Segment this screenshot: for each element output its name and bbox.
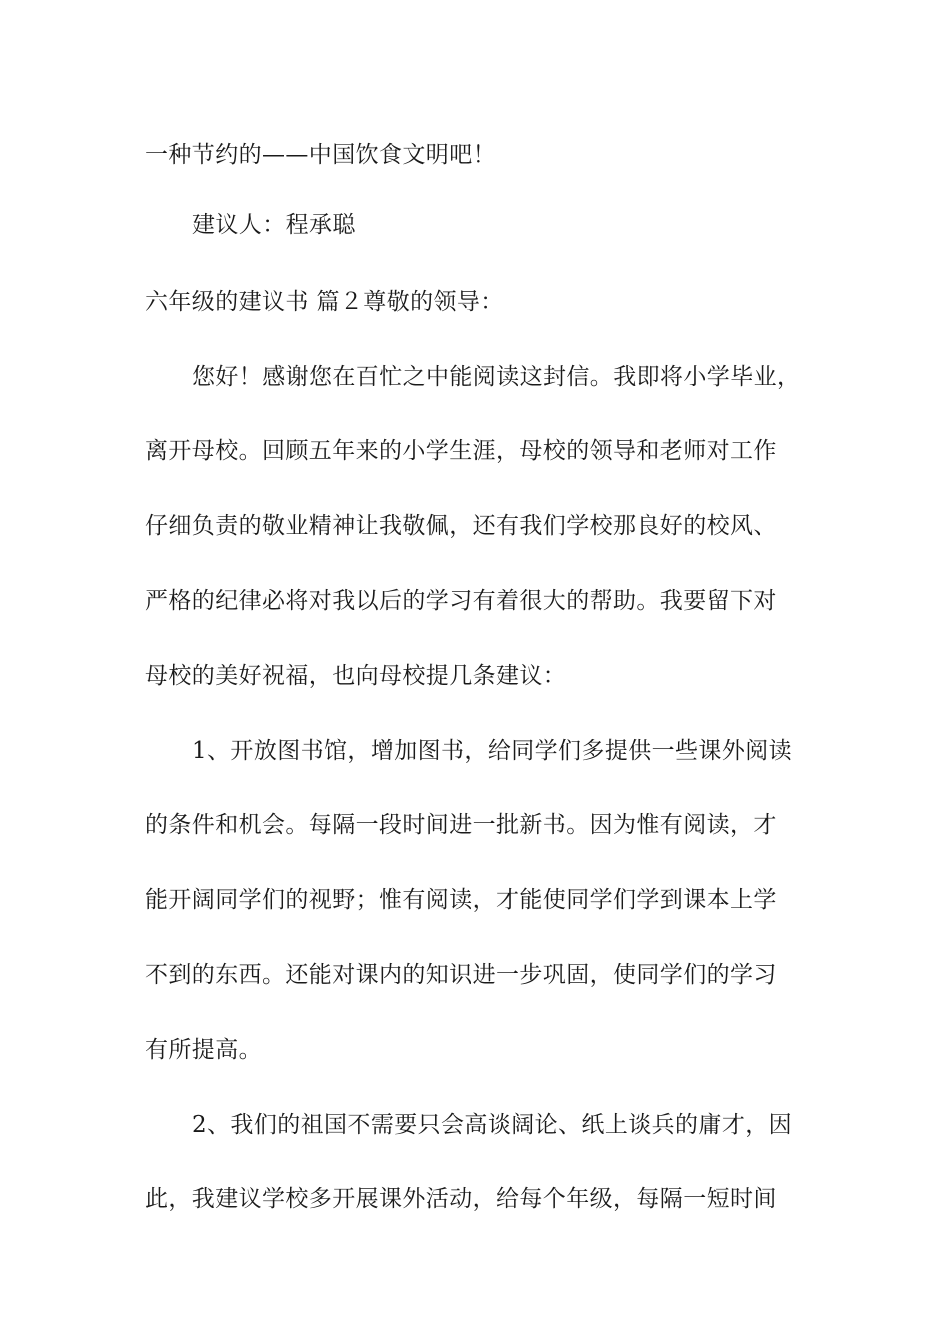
paragraph-line: 的条件和机会。每隔一段时间进一批新书。因为惟有阅读，才 — [145, 812, 777, 838]
text-line-closing: 一种节约的——中国饮食文明吧！ — [145, 142, 496, 168]
paragraph-line: 有所提高。 — [145, 1037, 262, 1063]
paragraph-line: 不到的东西。还能对课内的知识进一步巩固，使同学们的学习 — [145, 962, 777, 988]
paragraph-line: 严格的纪律必将对我以后的学习有着很大的帮助。我要留下对 — [145, 588, 777, 614]
paragraph-line: 离开母校。回顾五年来的小学生涯，母校的领导和老师对工作 — [145, 438, 777, 464]
paragraph-line: 2、我们的祖国不需要只会高谈阔论、纸上谈兵的庸才，因 — [192, 1112, 793, 1138]
paragraph-line: 此，我建议学校多开展课外活动，给每个年级，每隔一短时间 — [145, 1186, 777, 1212]
paragraph-line: 1、开放图书馆，增加图书，给同学们多提供一些课外阅读 — [192, 738, 793, 764]
paragraph-line: 能开阔同学们的视野；惟有阅读，才能使同学们学到课本上学 — [145, 887, 777, 913]
paragraph-line: 母校的美好祝福，也向母校提几条建议： — [145, 663, 567, 689]
section-heading-salutation: 六年级的建议书 篇２尊敬的领导： — [145, 289, 504, 315]
paragraph-line: 仔细负责的敬业精神让我敬佩，还有我们学校那良好的校风、 — [145, 513, 777, 539]
signature-line: 建议人：程承聪 — [192, 212, 356, 238]
paragraph-line: 您好！感谢您在百忙之中能阅读这封信。我即将小学毕业， — [192, 364, 801, 390]
